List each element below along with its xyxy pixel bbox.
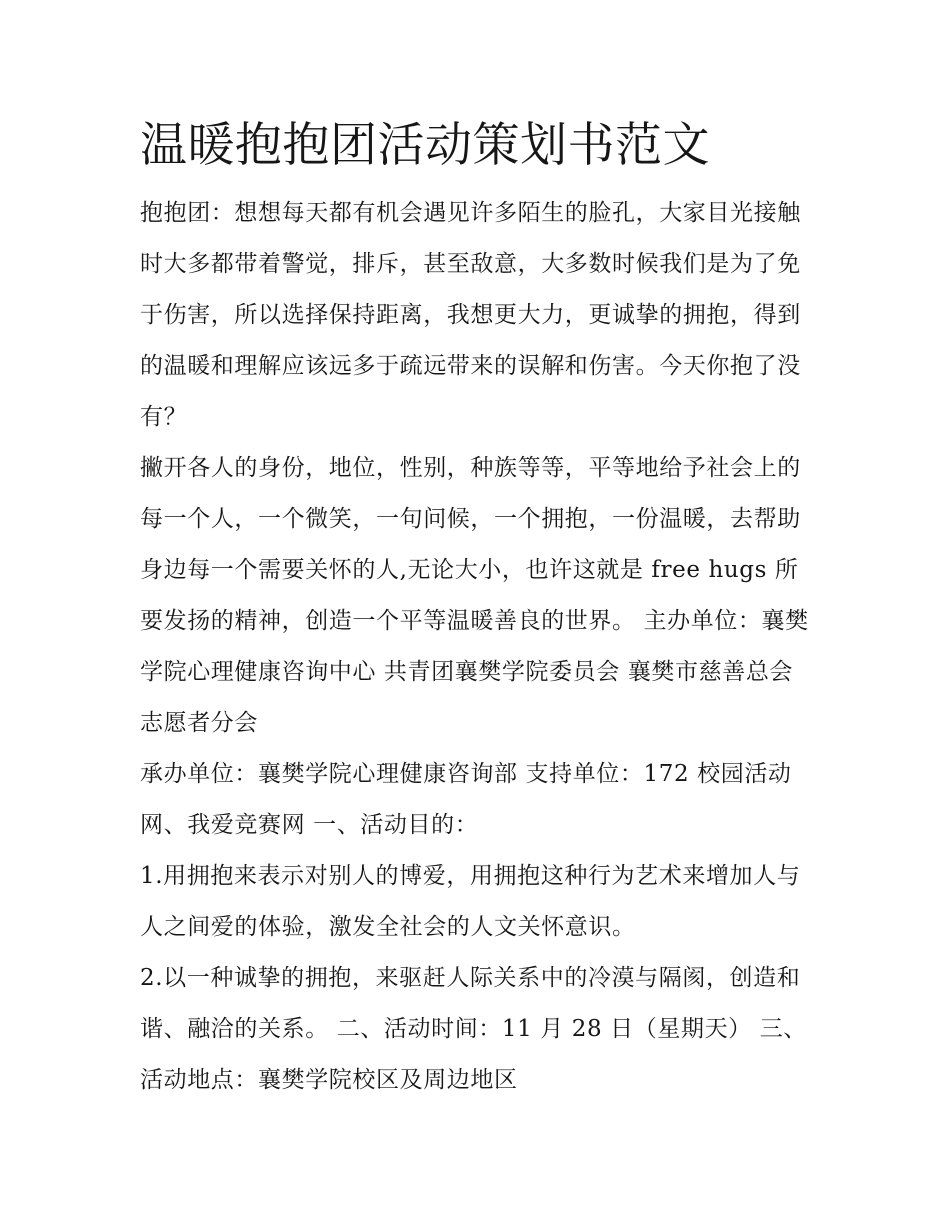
paragraph-intro: 抱抱团：想想每天都有机会遇见许多陌生的脸孔，大家目光接触时大多都带着警觉，排斥，甚至敌意，大多数时候我们是为了免于伤害，所以选择保持距离，我想更大力，更诚挚的拥抱，得到的温暖和理解应该远多于疏远带来的误解和伤害。今天你抱了没有？ <box>140 200 801 430</box>
paragraph-goal-1: 1.用拥抱来表示对别人的博爱，用拥抱这种行为艺术来增加人与人之间爱的体验，激发全社会的人文关怀意识。 <box>140 863 801 940</box>
paragraph-goal-2-time-place: 2.以一种诚挚的拥抱，来驱赶人际关系中的冷漠与隔阂，创造和谐、融洽的关系。 二、活动时间：11 月 28 日（星期天） 三、活动地点：襄樊学院校区及周边地区 <box>140 965 807 1093</box>
document-title: 温暖抱抱团活动策划书范文 <box>140 118 710 173</box>
paragraph-supporters: 承办单位：襄樊学院心理健康咨询部 支持单位：172 校园活动网、我爱竞赛网 一、活动目的： <box>140 761 792 838</box>
paragraph-spirit-organizers: 撇开各人的身份，地位，性别，种族等等，平等地给予社会上的每一个人，一个微笑，一句问候，一个拥抱，一份温暖，去帮助身边每一个需要关怀的人,无论大小，也许这就是 free hugs 所要发扬的精神，创造一个平等温暖善良的世界。 主办单位：襄樊学院心理健康咨询中心 共青团襄樊学院委员会 襄樊市慈善总会志愿者分会 <box>140 455 809 736</box>
document-page <box>140 110 812 1106</box>
